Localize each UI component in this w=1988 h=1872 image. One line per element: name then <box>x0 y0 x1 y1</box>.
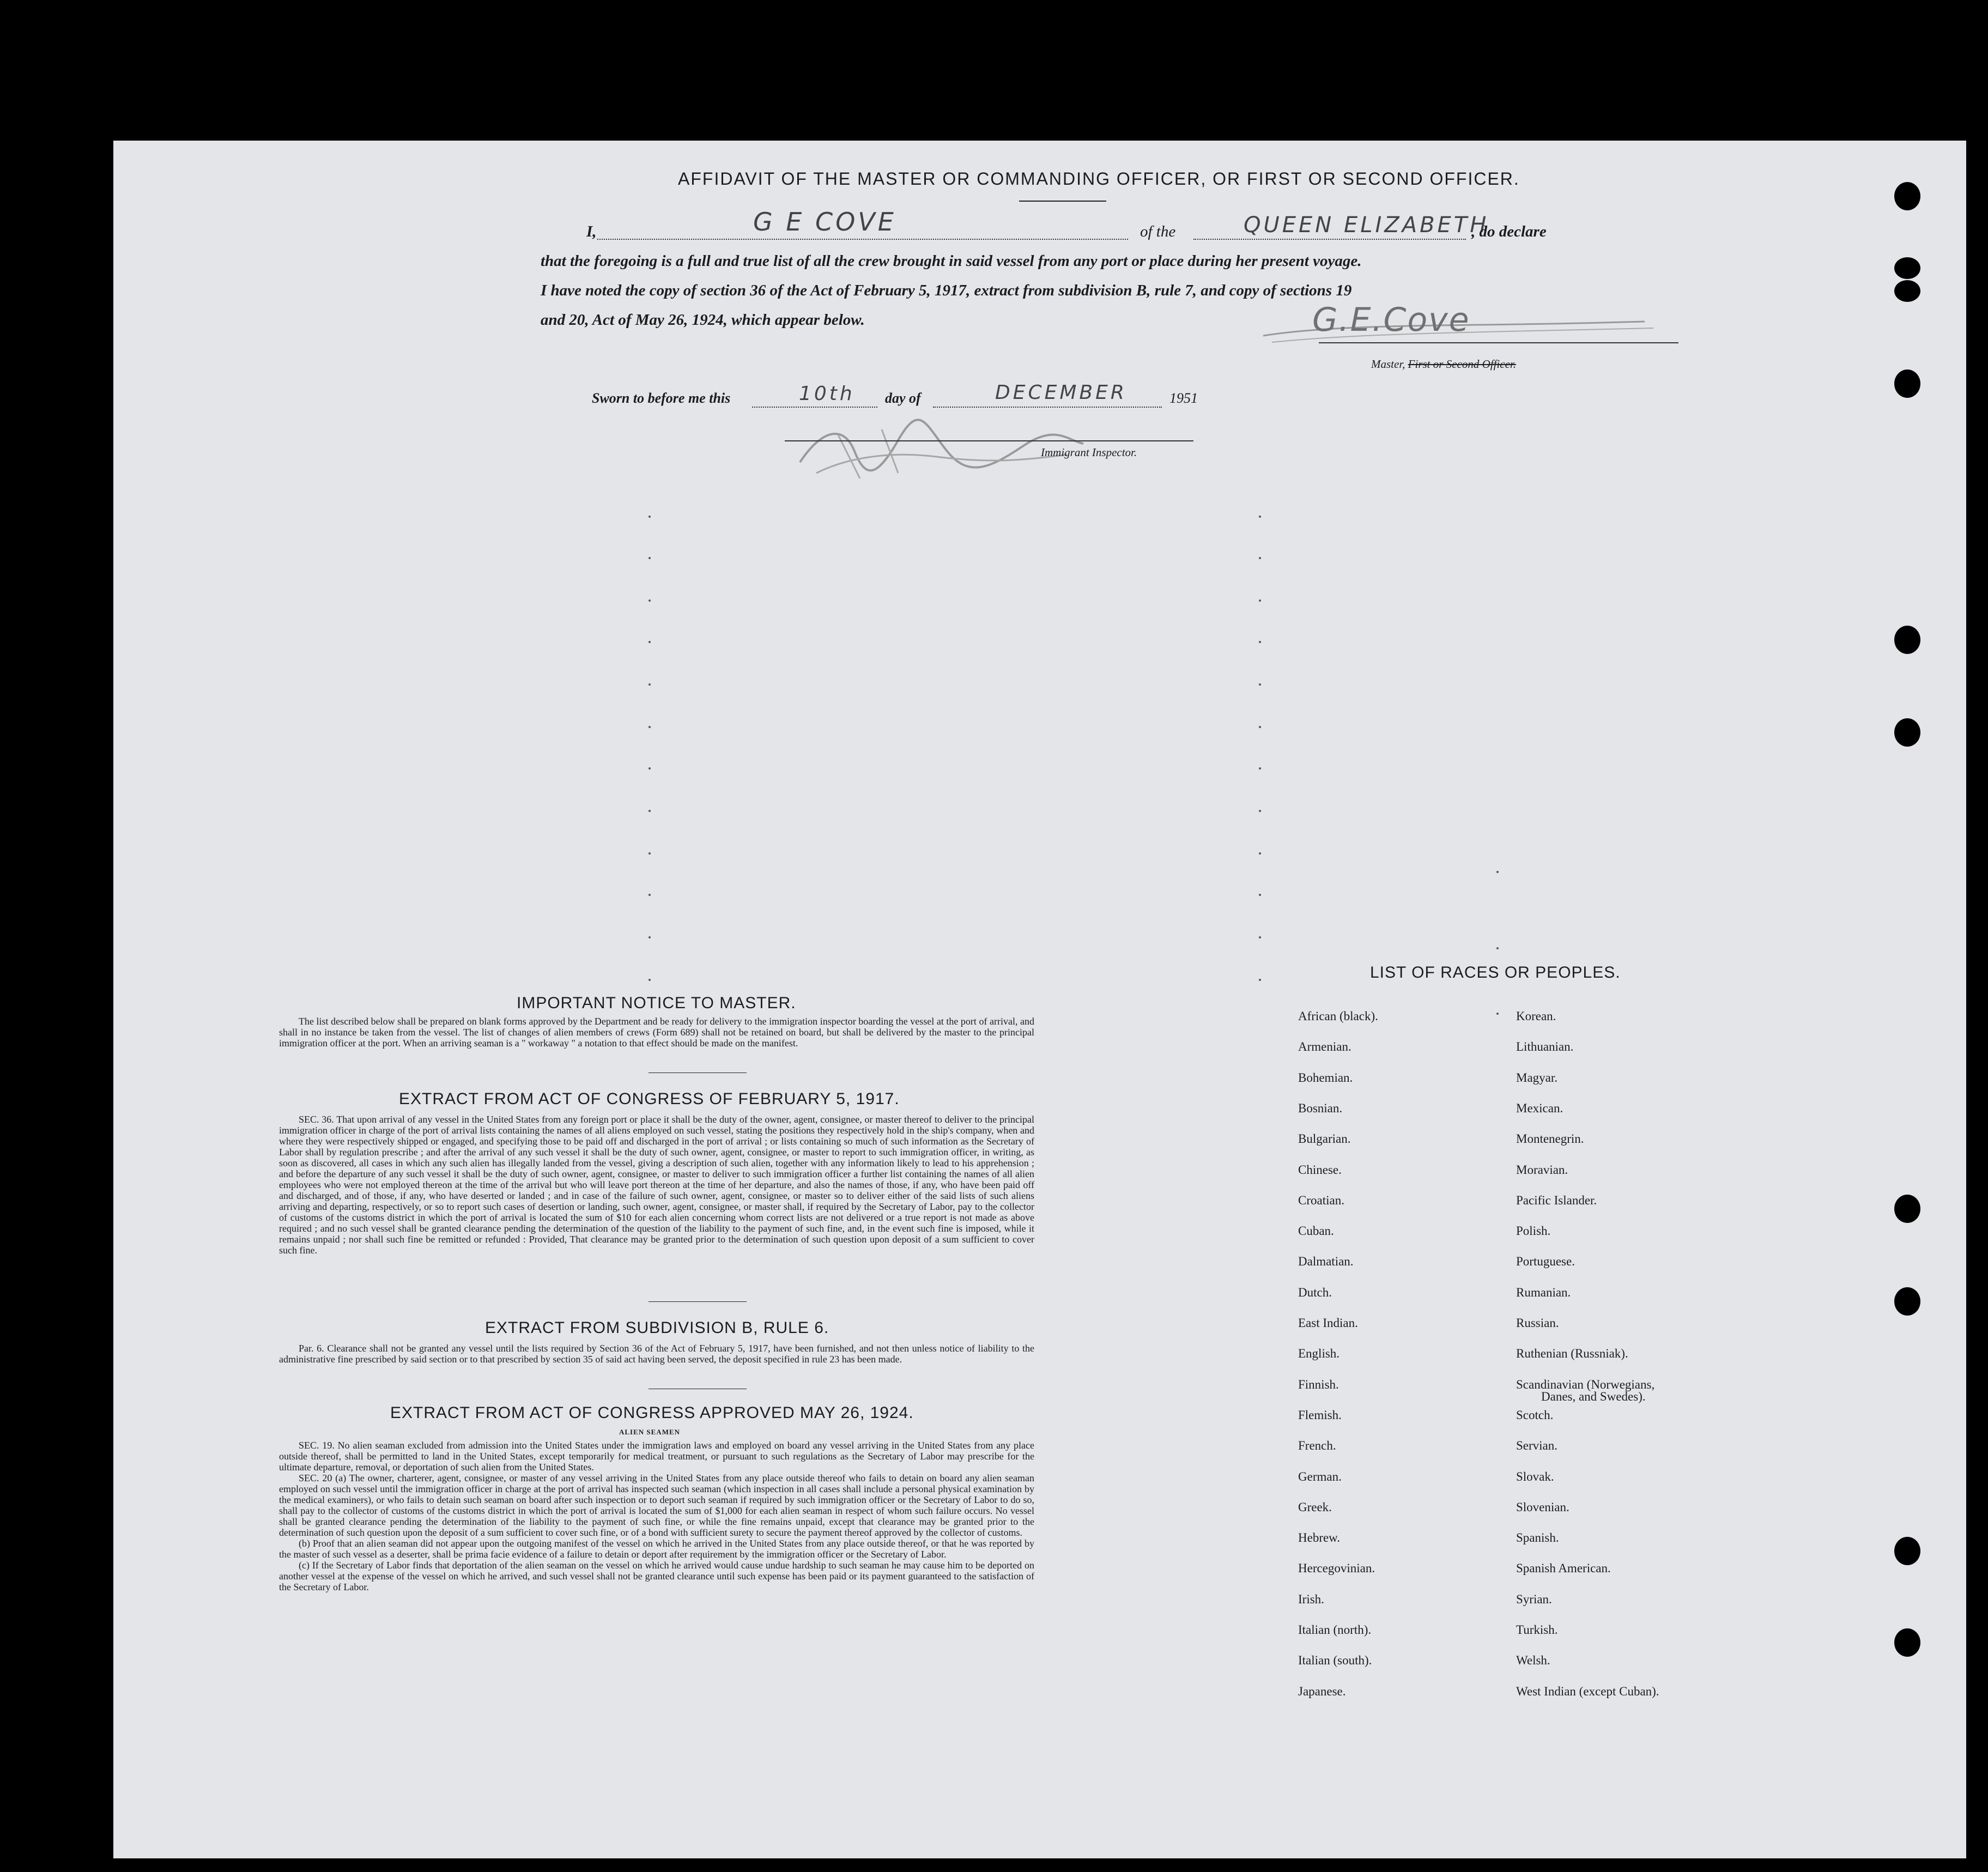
signature-line <box>1319 342 1678 343</box>
race-item: German. <box>1298 1470 1342 1483</box>
race-item: Italian (north). <box>1298 1623 1372 1637</box>
scan-speck <box>648 767 651 770</box>
race-item: Syrian. <box>1516 1592 1552 1606</box>
section-20a-paragraph: SEC. 20 (a) The owner, charterer, agent, consignee, or master of any vessel arriving in the United States from any place outside thereof who fails to detain on board any alien seaman employed on such vessel until the immigration officer in charge at the port of arrival has inspected such seaman (which inspection in all cases shall include a personal physical examination by the medical examiners), or who fails to detain such seaman on board after such inspection or to deport such seaman if required by such immigration officer or the Secretary of Labor to do so, shall pay to the collector of customs of the customs district in which the port of arrival is located the sum of $1,000 for each alien seaman in respect of whom such failure occurs. No vessel shall be granted clearance pending the determination of the liability to the payment of such fine, or while the fine remains unpaid, except that clearance may be granted prior to the determination of such question upon the deposit of a sum sufficient to cover such fine, or of a bond with sufficient surety to secure the payment thereof approved by the collector of customs. <box>279 1473 1034 1538</box>
scan-speck <box>1259 810 1261 812</box>
race-item: Chinese. <box>1298 1163 1342 1177</box>
declaration-line-3: I have noted the copy of section 36 of the Act of February 5, 1917, extract from subdivision B, rule 7, and copy of sections 19 <box>541 282 1352 299</box>
scan-speck <box>648 894 651 896</box>
scan-speck <box>1259 683 1261 686</box>
scan-speck <box>648 810 651 812</box>
master-name-field: G E COVE <box>753 207 896 237</box>
race-item: Dutch. <box>1298 1286 1332 1299</box>
race-item: Lithuanian. <box>1516 1040 1574 1053</box>
sworn-month-line <box>933 407 1162 408</box>
declaration-line-2: that the foregoing is a full and true list of all the crew brought in said vessel from any port or place during her present voyage. <box>541 252 1362 270</box>
scan-speck <box>648 683 651 686</box>
race-item: Armenian. <box>1298 1040 1351 1053</box>
race-item: Italian (south). <box>1298 1653 1372 1667</box>
binder-hole <box>1894 718 1920 747</box>
sworn-label: Sworn to before me this <box>592 390 731 406</box>
race-item: Ruthenian (Russniak). <box>1516 1347 1628 1360</box>
signature-caption <box>1371 358 1516 371</box>
race-item: African (black). <box>1298 1009 1378 1023</box>
race-item: Finnish. <box>1298 1378 1339 1391</box>
scan-speck <box>1259 979 1261 981</box>
race-item: Slovak. <box>1516 1470 1554 1483</box>
affidavit-title: AFFIDAVIT OF THE MASTER OR COMMANDING OFFICER, OR FIRST OR SECOND OFFICER. <box>678 169 1520 189</box>
sworn-month-field: DECEMBER <box>995 381 1127 404</box>
scan-speck <box>1496 1013 1499 1015</box>
divider <box>1019 201 1106 202</box>
race-item: Flemish. <box>1298 1408 1342 1422</box>
section-20b-paragraph: (b) Proof that an alien seaman did not appear upon the outgoing manifest of the vessel on which he arrived in the United States from any place outside thereof, or that he was reported by the master of such vessel as a deserter, shall be prima facie evidence of a failure to detain or deport after requirement by the immigration officer or the Secretary of Labor. <box>279 1538 1034 1560</box>
document-page <box>113 141 1966 1858</box>
scan-speck <box>648 979 651 981</box>
binder-hole <box>1894 626 1920 654</box>
race-item: Danes, and Swedes). <box>1541 1390 1646 1403</box>
rule-6-paragraph: Par. 6. Clearance shall not be granted any vessel until the lists required by Section 36 of the Act of February 5, 1917, have been furnished, and not then unless notice of liability to the administrative fine prescribed by said section or to that prescribed by section 35 of said act having been served, the deposit specified in rule 23 has been made. <box>279 1343 1034 1365</box>
scan-speck <box>1496 871 1499 873</box>
race-item: French. <box>1298 1439 1336 1452</box>
binder-hole <box>1894 1628 1920 1657</box>
day-of-label: day of <box>885 390 921 406</box>
race-item: English. <box>1298 1347 1340 1360</box>
race-item: Scandinavian (Norwegians, <box>1516 1378 1655 1391</box>
race-item: West Indian (except Cuban). <box>1516 1685 1659 1698</box>
master-signature-text: G.E.Cove <box>1312 301 1470 339</box>
race-item: Korean. <box>1516 1009 1556 1023</box>
i-label: I, <box>586 223 597 240</box>
master-label: Master, <box>1371 358 1405 371</box>
race-item: Russian. <box>1516 1316 1559 1330</box>
scan-speck <box>1259 726 1261 728</box>
race-item: Japanese. <box>1298 1685 1346 1698</box>
race-item: Slovenian. <box>1516 1500 1569 1514</box>
scan-speck <box>1259 936 1261 938</box>
race-item: Croatian. <box>1298 1194 1344 1207</box>
sworn-year-field: 1951 <box>1169 390 1198 406</box>
notice-paragraph: The list described below shall be prepared on blank forms approved by the Department and be ready for delivery to the immigration inspector boarding the vessel at the port of arrival, and shall in no instance be taken from the vessel. The list of changes of alien members of crews (Form 689) shall not be retained on board, but shall be delivered by the master to the principal immigration officer at the port. When an arriving seaman is a " workaway " a notation to that effect should be made on the manifest. <box>279 1016 1034 1049</box>
scan-speck <box>648 936 651 938</box>
scan-speck <box>648 557 651 559</box>
race-item: Pacific Islander. <box>1516 1194 1597 1207</box>
race-item: Welsh. <box>1516 1653 1550 1667</box>
struck-officer-label: First or Second Officer. <box>1408 358 1516 371</box>
alien-seamen-subtitle: ALIEN SEAMEN <box>619 1428 681 1436</box>
race-item: Spanish. <box>1516 1531 1559 1544</box>
sworn-day-line <box>752 407 877 408</box>
master-name-line <box>597 239 1128 240</box>
scan-speck <box>648 641 651 643</box>
race-item: Cuban. <box>1298 1224 1334 1238</box>
race-item: Bosnian. <box>1298 1101 1343 1115</box>
race-item: Polish. <box>1516 1224 1551 1238</box>
binder-hole <box>1894 1287 1920 1316</box>
race-item: Mexican. <box>1516 1101 1563 1115</box>
of-the-label: of the <box>1140 223 1176 240</box>
race-item: Spanish American. <box>1516 1561 1611 1575</box>
binder-hole <box>1894 1537 1920 1565</box>
race-item: Magyar. <box>1516 1071 1558 1085</box>
notice-title: IMPORTANT NOTICE TO MASTER. <box>517 994 796 1012</box>
binder-hole <box>1894 1195 1920 1223</box>
section-20c-paragraph: (c) If the Secretary of Labor finds that deportation of the alien seaman on the vessel on which he arrived would cause undue hardship to such seaman he may cause him to be deported on another vessel at the expense of the vessel on which he arrived, and such vessel shall not be granted clearance until such expense has been paid or its payment guaranteed to the satisfaction of the Secretary of Labor. <box>279 1560 1034 1592</box>
race-item: Irish. <box>1298 1592 1324 1606</box>
race-item: Bohemian. <box>1298 1071 1353 1085</box>
extract-1917-text <box>279 1114 1034 1256</box>
scan-speck <box>1496 947 1499 949</box>
scan-speck <box>1259 894 1261 896</box>
scan-speck <box>648 516 651 518</box>
rule-6-text <box>279 1343 1034 1365</box>
inspector-caption: Immigrant Inspector. <box>1041 446 1137 459</box>
inspector-line <box>785 440 1193 441</box>
scan-speck <box>1259 599 1261 602</box>
race-item: Portuguese. <box>1516 1255 1575 1268</box>
race-item: Dalmatian. <box>1298 1255 1354 1268</box>
race-item: Bulgarian. <box>1298 1132 1351 1146</box>
scan-speck <box>1259 767 1261 770</box>
declaration-line-4: and 20, Act of May 26, 1924, which appear below. <box>541 311 865 329</box>
divider <box>648 1301 747 1302</box>
race-item: Greek. <box>1298 1500 1332 1514</box>
binder-hole <box>1894 257 1920 279</box>
binder-hole <box>1894 182 1920 210</box>
race-item: Turkish. <box>1516 1623 1558 1637</box>
scan-speck <box>648 726 651 728</box>
scan-speck <box>1259 852 1261 855</box>
do-declare-label: , do declare <box>1471 223 1547 240</box>
master-signature <box>1252 303 1656 352</box>
notice-text <box>279 1016 1034 1049</box>
race-item: Scotch. <box>1516 1408 1554 1422</box>
sworn-line <box>592 381 1366 413</box>
race-item: Moravian. <box>1516 1163 1568 1177</box>
rule-6-title: EXTRACT FROM SUBDIVISION B, RULE 6. <box>485 1319 829 1337</box>
race-item: Hercegovinian. <box>1298 1561 1375 1575</box>
race-item: Hebrew. <box>1298 1531 1341 1544</box>
race-item: Servian. <box>1516 1439 1558 1452</box>
scan-speck <box>1259 557 1261 559</box>
races-title: LIST OF RACES OR PEOPLES. <box>1370 964 1621 982</box>
extract-1917-title: EXTRACT FROM ACT OF CONGRESS OF FEBRUARY 5, 1917. <box>399 1090 900 1108</box>
scan-speck <box>1259 516 1261 518</box>
race-item: Rumanian. <box>1516 1286 1571 1299</box>
race-item: East Indian. <box>1298 1316 1358 1330</box>
race-item: Montenegrin. <box>1516 1132 1584 1146</box>
extract-1924-title: EXTRACT FROM ACT OF CONGRESS APPROVED MAY 26, 1924. <box>390 1404 914 1422</box>
scan-speck <box>648 599 651 602</box>
scan-speck <box>648 852 651 855</box>
sworn-day-field: 10th <box>799 383 855 405</box>
binder-hole <box>1894 369 1920 398</box>
scan-speck <box>1259 641 1261 643</box>
section-36-paragraph: SEC. 36. That upon arrival of any vessel in the United States from any foreign port or place it shall be the duty of the owner, agent, consignee, or master thereof to deliver to the principal immigration officer in charge of the port of arrival lists containing the names of all aliens employed on such vessel, stating the positions they respectively hold in the ship's company, when and where they were respectively shipped or engaged, and specifying those to be paid off and discharged in the port of arrival ; or lists containing so much of such information as the Secretary of Labor shall by regulation prescribe ; and after the arrival of any such vessel it shall be the duty of such owner, agent, consignee, or master to report to such immigration officer, in writing, as soon as discovered, all cases in which any such alien has illegally landed from the vessel, giving a description of such alien, together with any information likely to lead to his apprehension ; and before the departure of any such vessel it shall be the duty of such owner, agent, consignee, or master to deliver to such immigration officer a further list containing the names of all alien employees who were not employed thereon at the time of the arrival but who will leave port thereon at the time of her departure, and also the names of those, if any, who have been paid off and discharged, and of those, if any, who have deserted or landed ; and in case of the failure of such owner, agent, consignee, or master so to deliver either of the said lists of such aliens arriving and departing, respectively, or so to report such cases of desertion or landing, such owner, agent, consignee, or master shall, if required by the Secretary of Labor, pay to the collector of customs of the customs district in which the port of arrival is located the sum of $10 for each alien concerning whom correct lists are not delivered or a true report is not made as above required ; and no such vessel shall be granted clearance pending the determination of the question of the liability to the payment of such fine, and, in the event such fine is imposed, while it remains unpaid ; nor shall such fine be remitted or refunded : Provided, That clearance may be granted prior to the determination of such question upon deposit of a sum sufficient to cover such fine. <box>279 1114 1034 1256</box>
binder-hole <box>1894 280 1920 302</box>
section-19-paragraph: SEC. 19. No alien seaman excluded from admission into the United States under the immigration laws and employed on board any vessel arriving in the United States from any place outside thereof, shall be permitted to land in the United States, except temporarily for medical treatment, or pursuant to such regulations as the Secretary of Labor may prescribe for the ultimate departure, removal, or deportation of such alien from the United States. <box>279 1440 1034 1473</box>
extract-1924-text <box>279 1440 1034 1592</box>
vessel-name-field: QUEEN ELIZABETH <box>1244 213 1489 238</box>
